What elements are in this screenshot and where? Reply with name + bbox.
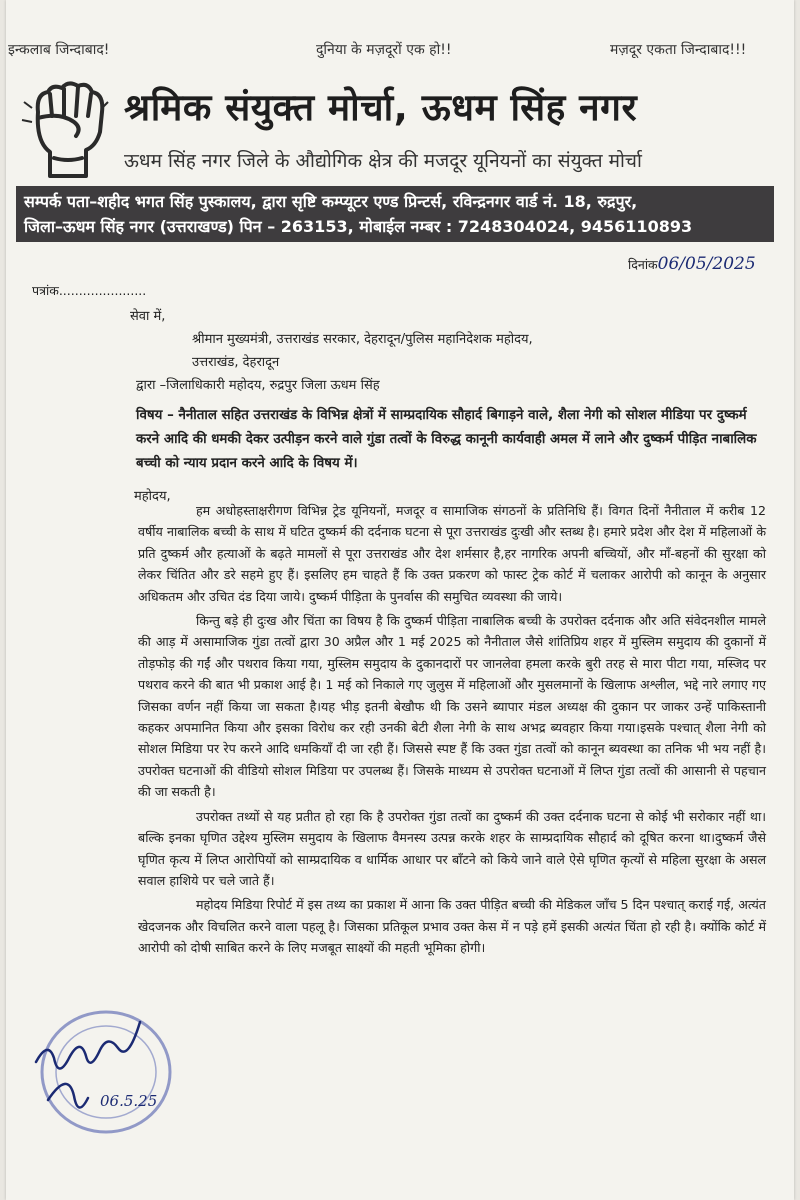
date-field [628, 254, 756, 274]
slogan-left: इन्कलाब जिन्दाबाद! [8, 42, 110, 58]
date-label: दिनांक [628, 257, 658, 272]
date-value: 06/05/2025 [657, 254, 756, 274]
letter-body [138, 500, 766, 962]
address-line-2: श्रीमान मुख्यमंत्री, उत्तराखंड सरकार, देहरादून/पुलिस महानिदेशक महोदय, [192, 332, 533, 347]
address-line-3: उत्तराखंड, देहरादून [192, 355, 280, 370]
address-line-4: द्वारा –जिलाधिकारी महोदय, रुद्रपुर जिला ऊधम सिंह [136, 378, 380, 393]
reference-number-label: पत्रांक...................... [32, 283, 147, 298]
slogan-center: दुनिया के मज़दूरों एक हो!! [316, 42, 452, 58]
subject-text: विषय – नैनीताल सहित उत्तराखंड के विभिन्न क्षेत्रों में साम्प्रदायिक सौहार्द बिगाड़ने वाले, शैला नेगी को सोशल मीडिया पर दुष्कर्म करने आदि की धमकी देकर उत्पीड़न करने वाले गुंडा तत्वों के विरुद्ध कानूनी कार्यवाही अमल में लाने और दुष्कर्म पीड़ित नाबालिक बच्ची को न्याय प्रदान करने आदि के विषय में। [136, 408, 757, 471]
contact-line-2: जिला–ऊधम सिंह नगर (उत्तराखण्ड) पिन – 263153, मोबाईल नम्बर : 7248304024, 9456110893 [24, 217, 693, 236]
contact-line-1: सम्पर्क पता–शहीद भगत सिंह पुस्कालय, द्वारा सृष्टि कम्प्यूटर एण्ड प्रिन्टर्स, रविन्द्रनगर वार्ड नं. 18, रुद्रपुर, [24, 192, 638, 211]
salutation: महोदय, [134, 489, 171, 504]
slogan-right: मज़दूर एकता जिन्दाबाद!!! [610, 42, 747, 58]
stamp-date: 06.5.25 [100, 1092, 158, 1110]
stamp-signature: Received [28, 1000, 33, 1001]
contact-address-band [16, 186, 774, 242]
raised-fist-icon [16, 72, 116, 182]
paragraph-1: हम अधोहस्ताक्षरीगण विभिन्न ट्रेड यूनियनों, मजदूर व सामाजिक संगठनों के प्रतिनिधि हैं। विगत दिनों नैनीताल में करीब 12 वर्षीय नाबालिक बच्ची के साथ में घटित दुष्कर्म की दर्दनाक घटना से पूरा उत्तराखंड दुःखी और स्तब्ध है। हमारे प्रदेश और देश में महिलाओं के प्रति दुष्कर्म और हत्याओं के बढ़ते मामलों से पूरा उत्तराखंड और देश शर्मसार है,हर नागरिक अपनी बच्चियों, और माँ-बहनों की सुरक्षा को लेकर चिंतित और डरे सहमे हुए हैं। इसलिए हम चाहते हैं कि उक्त प्रकरण को फास्ट ट्रेक कोर्ट में चलाकर आरोपी को कानून के अनुसार अधिकतम और उचित दंड दिया जाये। दुष्कर्म पीड़िता के पुनर्वास की समुचित व्यवस्था की जाये। [138, 503, 766, 604]
organization-subtitle: ऊधम सिंह नगर जिले के औद्योगिक क्षेत्र की मजदूर यूनियनों का संयुक्त मोर्चा [124, 150, 642, 172]
received-stamp [28, 1000, 176, 1140]
paragraph-4: महोदय मिडिया रिपोर्ट में इस तथ्य का प्रकाश में आना कि उक्त पीड़ित बच्ची की मेडिकल जाँच 5 दिन पश्चात् कराई गई, अत्यंत खेदजनक और विचलित करने वाला पहलू है। जिसका प्रतिकूल प्रभाव उक्त केस में न पड़े हमें इसकी अत्यंत चिंता हो रही है। क्योंकि कोर्ट में आरोपी को दोषी साबित करने के लिए मजबूत साक्ष्यों की महती भूमिका होगी। [138, 897, 766, 956]
organization-name: श्रमिक संयुक्त मोर्चा, ऊधम सिंह नगर [124, 86, 638, 129]
letter-page [6, 0, 794, 1200]
paragraph-2: किन्तु बड़े ही दुःख और चिंता का विषय है कि दुष्कर्म पीड़िता नाबालिक बच्ची के उपरोक्त दर्दनाक और अति संवेदनशील मामले की आड़ में असामाजिक गुंडा तत्वों द्वारा 30 अप्रैल और 1 मई 2025 को नैनीताल जैसे शांतिप्रिय शहर में मुस्लिम समुदाय की दुकानों में तोड़फोड़ की गईं और पथराव किया गया, मुस्लिम समुदाय के दुकानदारों पर जानलेवा हमला करके बुरी तरह से मारा पीटा गया, मस्जिद पर पथराव करने की बात भी प्रकाश आई है। 1 मई को निकाले गए जुलुस में महिलाओं और मुसलमानों के खिलाफ अश्लील, भद्दे नारे लगाए गए जिसका वर्णन नहीं किया जा सकता है।यह भीड़ इतनी बेखौफ थी कि उसने ब्यापार मंडल अध्यक्ष की दुकान पर जाकर उन्हें पाकिस्तानी कहकर अपमानित किया और इसका विरोध कर रही उनकी बेटी शैला नेगी के साथ अभद्र ब्यवहार किया गया।इसके पश्चात् शैला नेगी को सोशल मिडिया पर रेप करने आदि धमकियाँ दी जा रही हैं। जिससे स्पष्ट हैं कि उक्त गुंडा तत्वों को कानून ब्यवस्था का तनिक भी भय नहीं है।उपरोक्त घटनाओं की वीडियो सोशल मिडिया पर उपलब्ध हैं। जिसके माध्यम से उपरोक्त घटनाओं में लिप्त गुंडा तत्वों की आसानी से पहचान की जा सकती है। [138, 613, 766, 800]
paragraph-3: उपरोक्त तथ्यों से यह प्रतीत हो रहा कि है उपरोक्त गुंडा तत्वों का दुष्कर्म की उक्त दर्दनाक घटना से कोई भी सरोकार नहीं था। बल्कि इनका घृणित उद्देश्य मुस्लिम समुदाय के खिलाफ वैमनस्य उत्पन्न करके शहर के साम्प्रदायिक सौहार्द को दूषित करना था।दुष्कर्म जैसे घृणित कृत्य में लिप्त आरोपियों को साम्प्रदायिक व धार्मिक आधार पर बाँटने को किये जाने वाले ऐसे घृणित कृत्यों से महिला सुरक्षा के असल सवाल हाशिये पर चले जाते हैं। [138, 808, 766, 888]
address-line-1: सेवा में, [130, 309, 166, 324]
